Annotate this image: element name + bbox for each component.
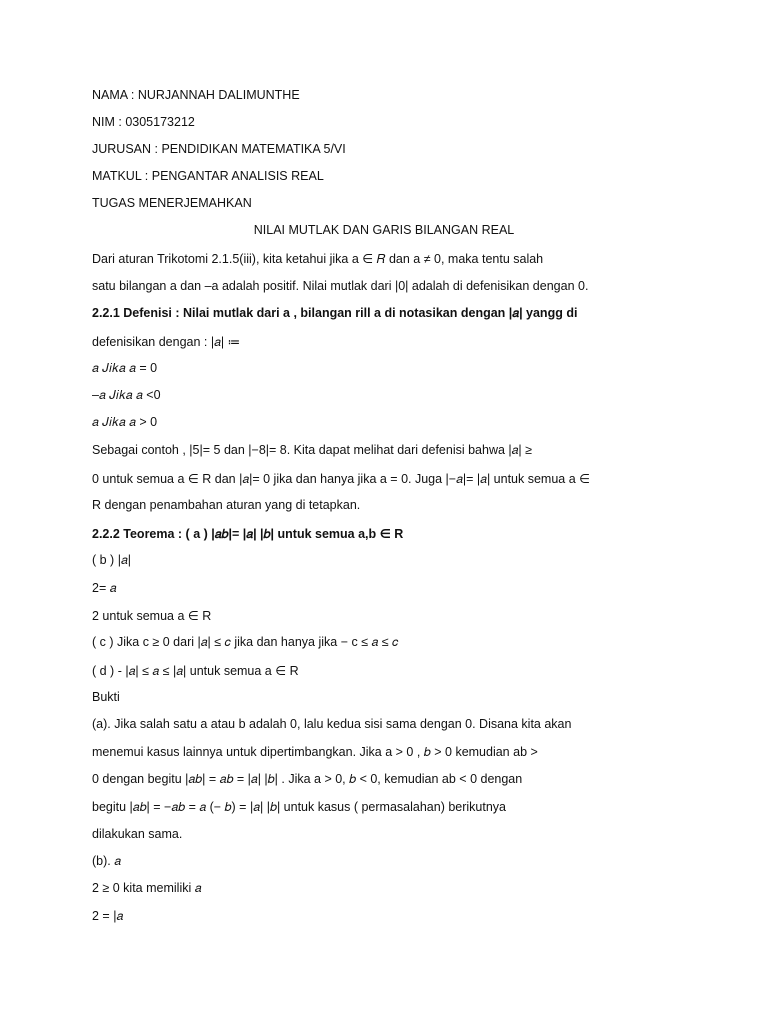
paragraph-line: Sebagai contoh , |5|= 5 dan |−8|= 8. Kita dapat melihat dari defenisi bahwa |𝑎| ≥ [92, 443, 533, 457]
paragraph-line: 0 dengan begitu |𝑎𝑏| = 𝑎𝑏 = |𝑎| |𝑏| . Jika a > 0, 𝑏 < 0, kemudian ab < 0 dengan [92, 772, 523, 786]
case-line: 𝑎 𝐽𝑖𝑘𝑎 𝑎 > 0 [92, 415, 158, 429]
paragraph-line: 2 = |𝑎 [92, 909, 124, 923]
paragraph-line: (b). 𝑎 [92, 854, 122, 868]
tugas-line: TUGAS MENERJEMAHKAN [92, 196, 252, 210]
paragraph-line: 0 untuk semua a ∈ R dan |𝑎|= 0 jika dan hanya jika a = 0. Juga |−𝑎|= |𝑎| untuk semua a ∈ [92, 472, 591, 486]
theorem-item-line: 2 untuk semua a ∈ R [92, 609, 212, 623]
paragraph-line: satu bilangan a dan –a adalah positif. Nilai mutlak dari |0| adalah di defenisikan dengan 0. [92, 279, 589, 293]
paragraph-line: Dari aturan Trikotomi 2.1.5(iii), kita ketahui jika a ∈ 𝑅 dan a ≠ 0, maka tentu salah [92, 252, 544, 266]
theorem-item-line: 2= 𝑎 [92, 581, 117, 595]
theorem-item-line: ( d ) - |𝑎| ≤ 𝑎 ≤ |𝑎| untuk semua a ∈ R [92, 664, 299, 678]
definition-heading-line: 2.2.1 Defenisi : Nilai mutlak dari a , bilangan rill a di notasikan dengan |𝑎| yangg di [92, 306, 578, 320]
theorem-item-line: ( c ) Jika c ≥ 0 dari |𝑎| ≤ 𝑐 jika dan hanya jika − c ≤ 𝑎 ≤ 𝑐 [92, 635, 399, 649]
nama-line: NAMA : NURJANNAH DALIMUNTHE [92, 88, 300, 102]
paragraph-line: (a). Jika salah satu a atau b adalah 0, lalu kedua sisi sama dengan 0. Disana kita akan [92, 717, 572, 731]
proof-heading: Bukti [92, 690, 120, 704]
paragraph-line: begitu |𝑎𝑏| = −𝑎𝑏 = 𝑎 (− 𝑏) = |𝑎| |𝑏| untuk kasus ( permasalahan) berikutnya [92, 800, 507, 814]
matkul-line: MATKUL : PENGANTAR ANALISIS REAL [92, 169, 324, 183]
paragraph-line: defenisikan dengan : |𝑎| ≔ [92, 335, 241, 349]
document-title: NILAI MUTLAK DAN GARIS BILANGAN REAL [253, 223, 515, 237]
jurusan-line: JURUSAN : PENDIDIKAN MATEMATIKA 5/VI [92, 142, 346, 156]
nim-line: NIM : 0305173212 [92, 115, 195, 129]
theorem-item-line: ( b ) |𝑎| [92, 553, 131, 567]
paragraph-line: menemui kasus lainnya untuk dipertimbangkan. Jika a > 0 , 𝑏 > 0 kemudian ab > [92, 745, 538, 759]
paragraph-line: 2 ≥ 0 kita memiliki 𝑎 [92, 881, 202, 895]
case-line: –𝑎 𝐽𝑖𝑘𝑎 𝑎 <0 [92, 388, 161, 402]
theorem-heading-line: 2.2.2 Teorema : ( a ) |𝑎𝑏|= |𝑎| |𝑏| untuk semua a,b ∈ R [92, 527, 404, 541]
paragraph-line: R dengan penambahan aturan yang di tetapkan. [92, 498, 361, 512]
paragraph-line: dilakukan sama. [92, 827, 183, 841]
case-line: 𝑎 𝐽𝑖𝑘𝑎 𝑎 = 0 [92, 361, 158, 375]
